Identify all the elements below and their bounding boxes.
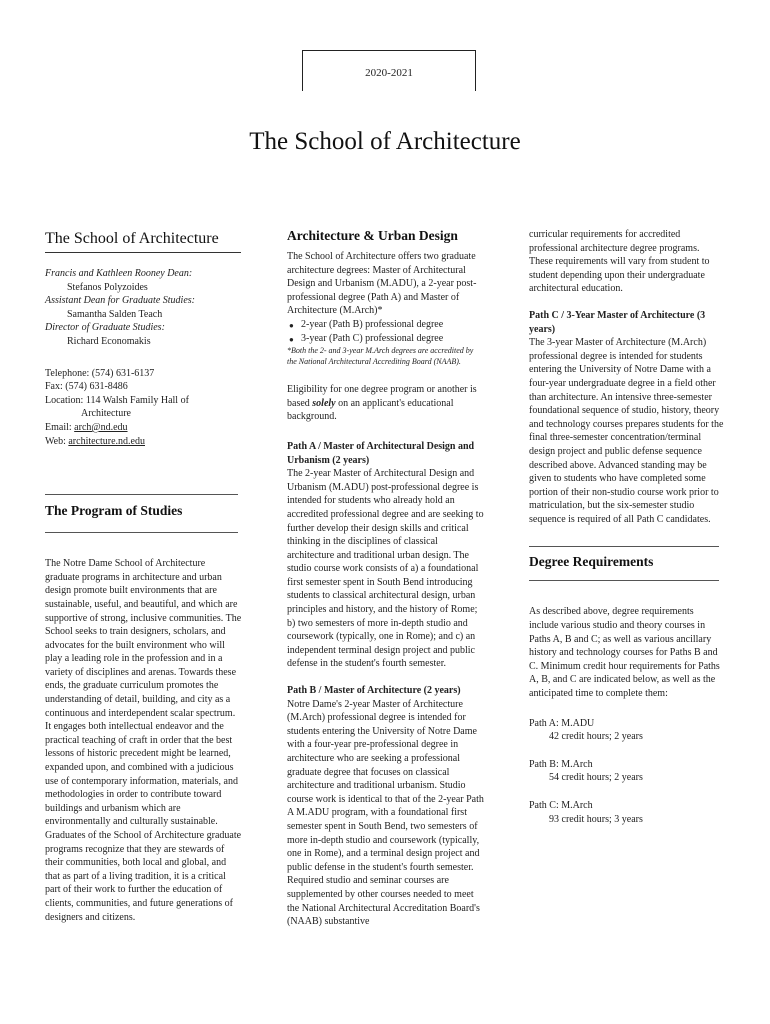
web-label: Web: — [45, 435, 69, 447]
aud-heading: Architecture & Urban Design — [287, 228, 458, 243]
dean-title: Francis and Kathleen Rooney Dean: — [45, 268, 193, 279]
aud-intro: The School of Architecture offers two graduate architecture degrees: Master of Architectural Design and Urbanism (M.ADU), a 2-year post-professional degree (Path A) and Master of Architecture (M.Arch)* — [287, 251, 477, 317]
bullet-item: ● 2-year (Path B) professional degree — [287, 318, 485, 332]
page-title: The School of Architecture — [249, 128, 521, 155]
path-label: Path A: M.ADU — [529, 717, 595, 729]
divider — [45, 532, 238, 533]
assistant-dean-title: Assistant Dean for Graduate Studies: — [45, 295, 195, 307]
path-detail: 93 credit hours; 3 years — [549, 813, 643, 825]
path-b-heading: Path B / Master of Architecture (2 years) — [287, 685, 461, 697]
path-b-body: Notre Dame's 2-year Master of Architecture (M.Arch) professional degree is intended for students entering the University of Notre Dame with a four-year pre-professional degree in architecture who are seeking a professional graduate degree that focuses on classical architecture and traditional urbanism. Studio course work is identical to that of the 2-year Path A M.ADU program, with a foundational first semester spent in South Bend, two semesters of more in-depth studio and coursework (typically, one in Rome), and a terminal design project and public defense in the student's fourth semester. Required studio and seminar courses are supplemented by other courses needed to meet the National Architectural Accreditation Board's (NAAB) substantive — [287, 698, 484, 928]
director-title: Director of Graduate Studies: — [45, 322, 165, 334]
degree-column — [529, 228, 725, 826]
bullet-item: ● 3-year (Path C) professional degree — [287, 332, 485, 346]
path-c-body: The 3-year Master of Architecture (M.Arch) professional degree is intended for students entering the University of Notre Dame with a four-year undergraduate degree in a field other than architecture. An intensive three-semester foundational sequence of studio, history, theory and technology courses prepares students for the final three-semester concentration/terminal design project and public defense sequence described above. Advanced standing may be given to students who have completed some portion of their non-studio course work prior to matriculation, but the six-semester studio sequence is required of all Path C candidates. — [529, 337, 724, 525]
path-detail: 54 credit hours; 2 years — [549, 772, 643, 784]
eligibility-pre: Eligibility for one degree program or another is based — [287, 384, 477, 409]
email-row — [45, 421, 245, 435]
path-c-heading: Path C / 3-Year Master of Architecture (3 years) — [529, 309, 706, 335]
path-requirement — [529, 799, 725, 826]
eligibility-post: on an applicant's educational background. — [287, 397, 454, 423]
year-label: 2020-2021 — [302, 50, 476, 91]
degree-heading: Degree Requirements — [529, 554, 654, 570]
path-a-body: The 2-year Master of Architectural Design and Urbanism (M.ADU) post-professional degree is intended for students who already hold an accredited professional degree and are seeking to further develop their design skills and critical thinking in the disciplines of classical architecture and traditional urban design. The studio course work consists of a) a foundational first semester spent in South Bend introducing students to classical architectural design, urban principles and history, and the history of Rome; b) two semesters of more in-depth studio and coursework (typically, one in Rome); and c) an independent terminal design project and public defense in the student's fourth semester. — [287, 468, 484, 670]
eligibility — [287, 383, 485, 424]
path-detail: 42 credit hours; 2 years — [549, 731, 643, 743]
assistant-dean-name: Samantha Salden Teach — [67, 308, 163, 320]
curricular-continuation: curricular requirements for accredited professional architecture degree programs. These requirements will vary from student to student depending upon their undergraduate architectural education. — [529, 229, 710, 295]
sidebar-column — [45, 228, 245, 924]
contact-info — [45, 367, 245, 449]
program-heading: The Program of Studies — [45, 503, 183, 519]
path-a-heading: Path A / Master of Architectural Design and Urbanism (2 years) — [287, 440, 475, 466]
program-body: The Notre Dame School of Architecture graduate programs in architecture and urban design promote built environments that are sustainable, useful, and beautiful, and which are supportive of strong, inclusive communities. The School seeks to train designers, scholars, and advocates for the built environment who will play a leading role in the profession and in a variety of disciplines and arenas. Towards these ends, the graduate curriculum promotes the understanding of detail, building, and city as a continuous and interdependent scalar spectrum. It engages both intellectual endeavor and the practical teaching of craft in order that the best lessons of historic precedent might be learned, expanded upon, and combined with a judicious use of contemporary information, materials, and methodologies in order to contribute toward buildings and urbanism which are environmentally and culturally sustainable. Graduates of the School of Architecture graduate programs recognize that they are stewards of their communities, both local and global, and that as part of a living tradition, it is a critical part of their work to further the education of clients, communities, and future generations of designers and citizens. — [45, 558, 242, 923]
email-label: Email: — [45, 421, 75, 433]
web-row — [45, 435, 245, 449]
fax: Fax: (574) 631-8486 — [45, 381, 128, 393]
aud-column — [287, 228, 485, 929]
location-cont: Architecture — [81, 408, 131, 420]
path-label: Path B: M.Arch — [529, 758, 593, 770]
school-heading: The School of Architecture — [45, 228, 241, 253]
divider — [529, 580, 719, 581]
dean-name: Stefanos Polyzoides — [67, 281, 148, 293]
naab-note: *Both the 2- and 3-year M.Arch degrees are accredited by the National Architectural Accrediting Board (NAAB). — [287, 346, 474, 367]
divider — [529, 546, 719, 547]
path-requirement — [529, 758, 725, 785]
staff-list — [45, 267, 245, 349]
path-label: Path C: M.Arch — [529, 800, 593, 811]
email-link[interactable]: arch@nd.edu — [74, 421, 128, 433]
director-name: Richard Economakis — [67, 335, 151, 347]
location: Location: 114 Walsh Family Hall of — [45, 394, 189, 406]
eligibility-em: solely — [312, 397, 336, 409]
degree-body: As described above, degree requirements include various studio and theory courses in Paths A, B and C; as well as various ancillary history and technology courses for Paths B and C. Minimum credit hour requirements for Paths A, B, and C are indicated below, as well as the anticipated time to complete them: — [529, 606, 720, 700]
web-link[interactable]: architecture.nd.edu — [68, 435, 145, 447]
telephone: Telephone: (574) 631-6137 — [45, 367, 155, 379]
path-requirement — [529, 717, 725, 744]
divider — [45, 494, 238, 495]
